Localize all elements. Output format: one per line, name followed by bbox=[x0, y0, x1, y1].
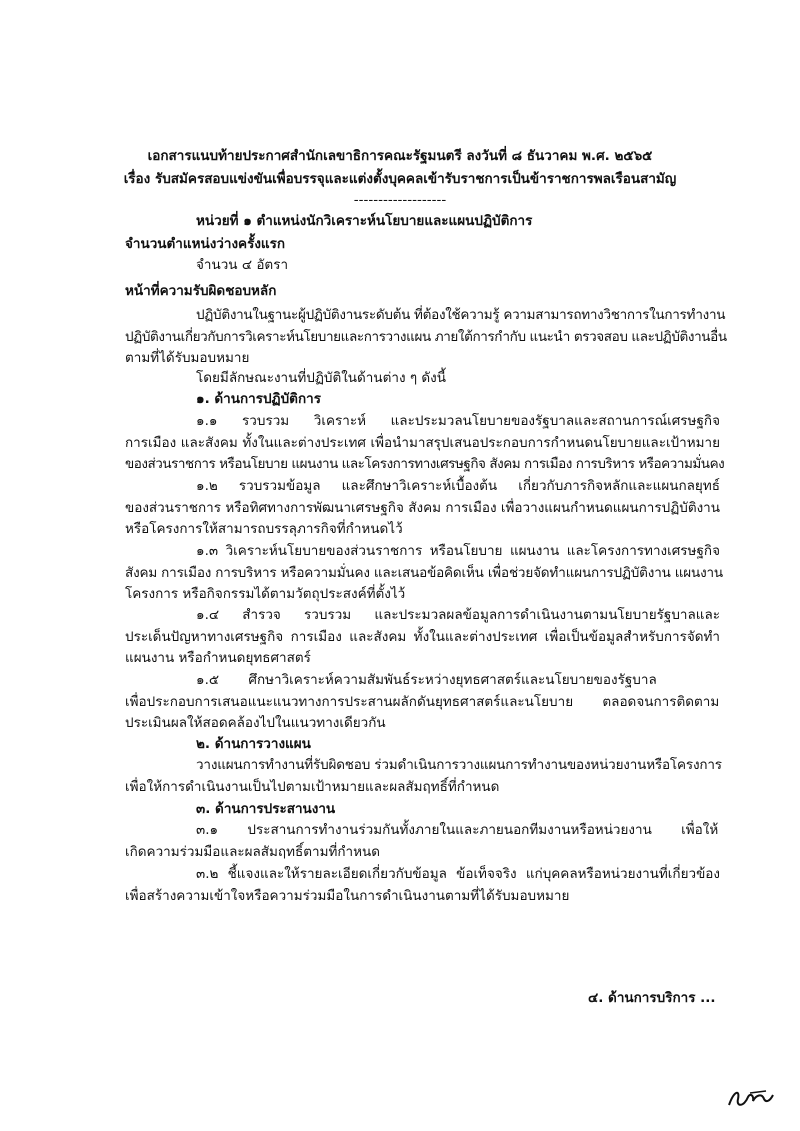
paragraph-line: เกิดความร่วมมือและผลสัมฤทธิ์ตามที่กำหนด bbox=[125, 843, 381, 860]
paragraph-line: ๑.๒ รวบรวมข้อมูล และศึกษาวิเคราะห์เบื้องต้น เกี่ยวกับภารกิจหลักและแผนกลยุทธ์ bbox=[196, 478, 720, 494]
paragraph-line: ปฏิบัติงานเกี่ยวกับการวิเคราะห์นโยบายและการวางแผน ภายใต้การกำกับ แนะนำ ตรวจสอบ และปฏิบัติงานอื่น bbox=[125, 328, 727, 345]
lead-text: โดยมีลักษณะงานที่ปฏิบัติในด้านต่าง ๆ ดังนี้ bbox=[196, 370, 446, 386]
vacancy-heading: จำนวนตำแหน่งว่างครั้งแรก bbox=[125, 236, 286, 252]
signature-initials bbox=[726, 1085, 776, 1111]
paragraph-line: โครงการ หรือกิจกรรมได้ตามวัตถุประสงค์ที่ตั้งไว้ bbox=[125, 586, 406, 602]
header-line-1: เอกสารแนบท้ายประกาศสำนักเลขาธิการคณะรัฐมนตรี ลงวันที่ ๘ ธันวาคม พ.ศ. ๒๕๖๕ bbox=[147, 148, 653, 164]
header-line-2: เรื่อง รับสมัครสอบแข่งขันเพื่อบรรจุและแต่งตั้งบุคคลเข้ารับราชการเป็นข้าราชการพลเรือนสามัญ bbox=[123, 171, 677, 187]
paragraph-line: ๓.๑ ประสานการทำงานร่วมกันทั้งภายในและภายนอกทีมงานหรือหน่วยงาน เพื่อให้ bbox=[196, 822, 719, 838]
duties-heading: หน้าที่ความรับผิดชอบหลัก bbox=[125, 283, 277, 299]
paragraph-line: ๑.๓ วิเคราะห์นโยบายของส่วนราชการ หรือนโยบาย แผนงาน และโครงการทางเศรษฐกิจ bbox=[196, 543, 720, 559]
paragraph-line: ปฏิบัติงานในฐานะผู้ปฏิบัติงานระดับต้น ที่ต้องใช้ความรู้ ความสามารถทางวิชาการในการทำงาน bbox=[196, 307, 726, 323]
paragraph-line: ๑.๔ สำรวจ รวบรวม และประมวลผลข้อมูลการดำเนินงานตามนโยบายรัฐบาลและ bbox=[196, 607, 720, 623]
paragraph-line: หรือโครงการให้สามารถบรรลุภารกิจที่กำหนดไว้ bbox=[125, 521, 403, 537]
paragraph-line: ประเมินผลให้สอดคล้องไปในแนวทางเดียวกัน bbox=[125, 715, 386, 731]
paragraph-line: การเมือง และสังคม ทั้งในและต่างประเทศ เพื่อนำมาสรุปเสนอประกอบการกำหนดนโยบายและเป้าหมาย bbox=[125, 434, 720, 451]
section-heading: ๑. ด้านการปฏิบัติการ bbox=[196, 391, 321, 407]
paragraph-line: ๑.๑ รวบรวม วิเคราะห์ และประมวลนโยบายของรัฐบาลและสถานการณ์เศรษฐกิจ bbox=[196, 413, 720, 429]
paragraph-line: เพื่อให้การดำเนินงานเป็นไปตามเป้าหมายและผลสัมฤทธิ์ที่กำหนด bbox=[125, 778, 500, 795]
paragraph-line: เพื่อสร้างความเข้าใจหรือความร่วมมือในการดำเนินงานตามที่ได้รับมอบหมาย bbox=[125, 887, 570, 904]
paragraph-line: สังคม การเมือง การบริหาร หรือความมั่นคง และเสนอข้อคิดเห็น เพื่อช่วยจัดทำแผนการปฏิบัติงาน แผนงาน bbox=[125, 564, 723, 581]
header-divider: ------------------- bbox=[353, 192, 447, 208]
paragraph-line: ของส่วนราชการ หรือนโยบาย แผนงาน และโครงการทางเศรษฐกิจ สังคม การเมือง การบริหาร หรือความมั่นคง bbox=[125, 456, 725, 472]
section-heading: ๒. ด้านการวางแผน bbox=[196, 736, 311, 752]
paragraph-line: ตามที่ได้รับมอบหมาย bbox=[125, 350, 250, 366]
paragraph-line: ประเด็นปัญหาทางเศรษฐกิจ การเมือง และสังคม ทั้งในและต่างประเทศ เพื่อเป็นข้อมูลสำหรับการจัดทำ bbox=[125, 628, 720, 645]
paragraph-line: เพื่อประกอบการเสนอแนะแนวทางการประสานผลักดันยุทธศาสตร์และนโยบาย ตลอดจนการติดตาม bbox=[125, 693, 720, 710]
paragraph-line: แผนงาน หรือกำหนดยุทธศาสตร์ bbox=[125, 650, 311, 666]
section-heading: ๓. ด้านการประสานงาน bbox=[196, 801, 336, 817]
paragraph-line: วางแผนการทำงานที่รับผิดชอบ ร่วมดำเนินการวางแผนการทำงานของหน่วยงานหรือโครงการ bbox=[196, 757, 722, 773]
unit-title: หน่วยที่ ๑ ตำแหน่งนักวิเคราะห์นโยบายและแผนปฏิบัติการ bbox=[196, 213, 533, 229]
vacancy-value: จำนวน ๔ อัตรา bbox=[196, 257, 289, 273]
paragraph-line: ๓.๒ ชี้แจงและให้รายละเอียดเกี่ยวกับข้อมูล ข้อเท็จจริง แก่บุคคลหรือหน่วยงานที่เกี่ยวข้อง bbox=[196, 866, 720, 882]
continuation-note: ๔. ด้านการบริการ ... bbox=[588, 990, 716, 1006]
paragraph-line: ของส่วนราชการ หรือทิศทางการพัฒนาเศรษฐกิจ สังคม การเมือง เพื่อวางแผนกำหนดแผนการปฏิบัติงาน bbox=[125, 499, 720, 516]
paragraph-line: ๑.๕ ศึกษาวิเคราะห์ความสัมพันธ์ระหว่างยุทธศาสตร์และนโยบายของรัฐบาล bbox=[196, 672, 657, 688]
